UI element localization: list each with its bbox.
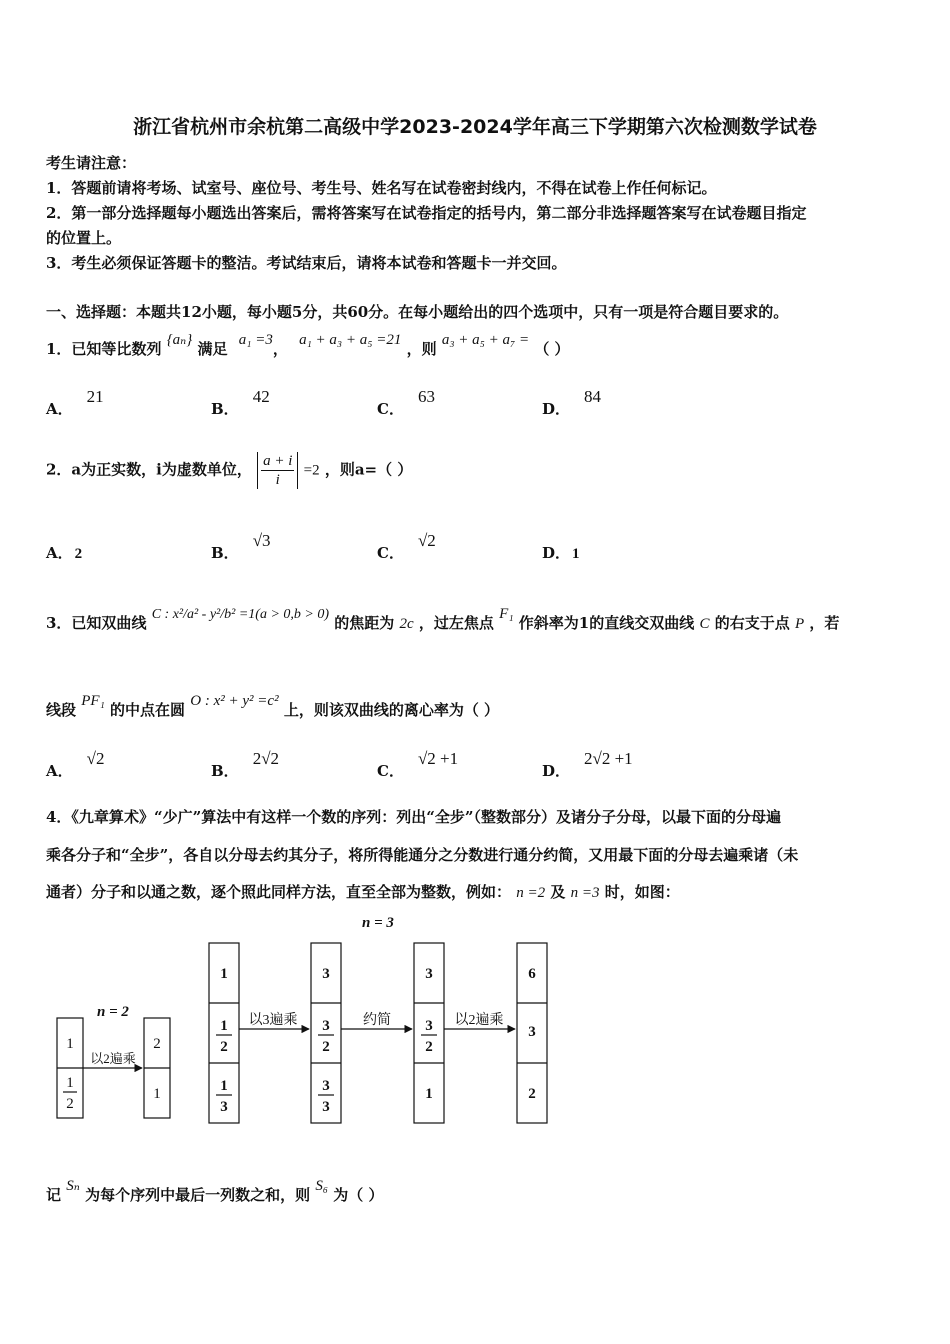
q2-option-a[interactable]: [46, 542, 82, 563]
q2-option-c[interactable]: [377, 531, 436, 563]
option-label: D．: [542, 544, 571, 562]
q3-option-a[interactable]: [46, 749, 105, 781]
q4-and: 及: [550, 883, 566, 901]
n2-arrow-label: 以2遍乘: [90, 1051, 136, 1066]
option-value: √3: [252, 531, 271, 550]
question-4-line-3: [46, 881, 680, 902]
notice-heading: 考生请注意：: [46, 154, 137, 172]
q1-option-a[interactable]: [46, 387, 104, 419]
option-label: C．: [377, 400, 404, 418]
q2-equals: =2: [303, 462, 320, 479]
q3-text-5: 的右支于点: [714, 614, 790, 632]
n3-arrow-3-label: 以2遍乘: [454, 1013, 504, 1028]
q2-denominator: i: [275, 472, 280, 488]
n3-arrow-2-label: 约简: [363, 1013, 391, 1028]
question-3: [46, 606, 840, 633]
q4-tail: 时，如图：: [604, 883, 680, 901]
question-4-line-2: 乘各分子和“全步”，各自以分母去约其分子，将所得能通分之分数进行通分约简，又用最下面的分母去遍乘诸（未: [46, 846, 799, 864]
option-value: 42: [252, 387, 270, 406]
option-label: D．: [542, 400, 571, 418]
svg-text:1: 1: [153, 1086, 161, 1102]
svg-text:1: 1: [220, 966, 228, 982]
q4-text: 通者）分子和以通之数，逐个照此同样方法，直至全部为整数，例如：: [46, 883, 512, 901]
svg-text:3: 3: [322, 1078, 330, 1094]
question-4-ask: [46, 1178, 384, 1205]
question-1: 1．已知等比数列 {aₙ} 满足 a₁ =3， a₁ + a₃ + a₅ =21 ，则 a₃ + a₅ + a₇ = （ ）: [46, 332, 570, 358]
option-value: √2 +1: [417, 749, 459, 768]
svg-text:2: 2: [153, 1036, 161, 1052]
q1-paren: （ ）: [534, 340, 570, 358]
q1-condition-1: a₁ =3: [238, 332, 273, 348]
q4-sn: Sₙ: [66, 1178, 80, 1194]
option-label: D．: [542, 762, 571, 780]
q3-curve: C : x²/a² - y²/b² =1(a > 0,b > 0): [151, 607, 330, 622]
notice-item-3: 3．考生必须保证答题卡的整洁。考试结束后，请将本试卷和答题卡一并交回。: [46, 254, 567, 272]
option-label: B．: [211, 400, 239, 418]
option-value: √2: [417, 531, 436, 550]
q2-numerator: a + i: [263, 453, 293, 469]
q3-option-b[interactable]: [211, 749, 280, 781]
q4-cond-2: n =3: [570, 885, 600, 901]
option-label: A．: [46, 544, 73, 562]
question-4-line-1: 4．《九章算术》“少广”算法中有这样一个数的序列：列出“全步”（整数部分）及诸分子分母，以最下面的分母遍: [46, 808, 781, 826]
q2-text-1: 2．a为正实数，i为虚数单位，: [46, 460, 252, 479]
q3-text-2: 的焦距为: [334, 614, 395, 632]
q3-text-9: 上，则该双曲线的离心率为（ ）: [283, 701, 500, 719]
option-value: 1: [572, 546, 580, 562]
option-label: B．: [211, 762, 239, 780]
q1-text-2: 满足: [197, 340, 228, 358]
q4-cond-1: n =2: [516, 885, 546, 901]
n3-label: n = 3: [362, 915, 394, 931]
svg-text:3: 3: [322, 966, 330, 982]
q1-option-c[interactable]: [377, 387, 435, 419]
notice-item-1: 1．答题前请将考场、试室号、座位号、考生号、姓名写在试卷密封线内，不得在试卷上作任何标记。: [46, 179, 717, 197]
svg-text:3: 3: [528, 1024, 536, 1040]
svg-text:2: 2: [528, 1086, 536, 1102]
svg-text:1: 1: [220, 1018, 228, 1034]
q4-s6: S₆: [315, 1178, 329, 1194]
svg-text:2: 2: [425, 1039, 433, 1055]
question-3-cont: [46, 693, 500, 720]
option-value: 2: [74, 546, 83, 562]
notice-item-2: 2．第一部分选择题每小题选出答案后，需将答案写在试卷指定的括号内，第二部分非选择题答案写在试卷题目指定: [46, 204, 807, 222]
q3-text-3: ，过左焦点: [418, 614, 494, 632]
n2-label: n = 2: [97, 1004, 129, 1020]
svg-text:2: 2: [322, 1039, 330, 1055]
q4-ask-1: 记: [46, 1186, 62, 1204]
q2-option-b[interactable]: [211, 531, 271, 563]
svg-text:1: 1: [66, 1075, 74, 1091]
q1-option-d[interactable]: [542, 387, 602, 419]
q2-text-2: ，则a=（ ）: [324, 460, 413, 479]
q1-condition-2: a₁ + a₃ + a₅ =21: [299, 332, 402, 348]
q3-focal: 2c: [399, 616, 414, 632]
option-value: 2√2: [252, 749, 280, 768]
q3-option-c[interactable]: [377, 749, 459, 781]
option-label: A．: [46, 762, 73, 780]
svg-text:6: 6: [528, 966, 536, 982]
q2-fraction: [261, 452, 294, 489]
q1-text-1: 1．已知等比数列: [46, 340, 162, 358]
svg-text:1: 1: [425, 1086, 433, 1102]
q3-text-6: ，若: [809, 614, 840, 632]
q4-ask-3: 为（ ）: [333, 1186, 384, 1204]
svg-text:3: 3: [425, 966, 433, 982]
q3-segment: PF₁: [81, 693, 105, 709]
q1-ask: a₃ + a₅ + a₇ =: [441, 332, 530, 348]
q3-text-1: 3．已知双曲线: [46, 614, 147, 632]
option-label: C．: [377, 544, 404, 562]
q3-text-8: 的中点在圆: [110, 701, 186, 719]
q3-text-4: 作斜率为1的直线交双曲线: [518, 614, 695, 632]
svg-text:3: 3: [220, 1099, 228, 1115]
q3-pname: P: [794, 616, 805, 632]
exam-title: 浙江省杭州市余杭第二高级中学2023-2024学年高三下学期第六次检测数学试卷: [133, 116, 817, 138]
q3-focus: F₁: [499, 606, 514, 622]
q2-abs: [257, 452, 298, 489]
q3-cname: C: [699, 616, 710, 632]
q4-ask-2: 为每个序列中最后一列数之和，则: [85, 1186, 311, 1204]
option-label: C．: [377, 762, 404, 780]
svg-text:2: 2: [66, 1096, 74, 1112]
option-value: 84: [584, 387, 602, 406]
option-label: B．: [211, 544, 239, 562]
svg-text:1: 1: [66, 1036, 74, 1052]
q1-sequence: {aₙ}: [166, 332, 193, 348]
svg-text:3: 3: [322, 1018, 330, 1034]
q3-text-7: 线段: [46, 701, 77, 719]
svg-text:2: 2: [220, 1039, 228, 1055]
q2-option-d[interactable]: [542, 542, 580, 563]
svg-text:3: 3: [322, 1099, 330, 1115]
svg-text:1: 1: [220, 1078, 228, 1094]
q3-circle: O : x² + y² =c²: [190, 693, 279, 709]
sequence-figure: [0, 905, 950, 1130]
option-value: 63: [417, 387, 435, 406]
option-value: 21: [86, 387, 104, 406]
option-label: A．: [46, 400, 73, 418]
section-heading: 一、选择题：本题共12小题，每小题5分，共60分。在每小题给出的四个选项中，只有一项是符合题目要求的。: [46, 303, 789, 321]
svg-text:3: 3: [425, 1018, 433, 1034]
option-value: 2√2 +1: [584, 749, 633, 768]
q3-option-d[interactable]: [542, 749, 633, 781]
q1-text-3: ，则: [406, 340, 437, 358]
question-2: [46, 452, 412, 489]
n3-arrow-1-label: 以3遍乘: [248, 1013, 298, 1028]
q1-option-b[interactable]: [211, 387, 270, 419]
notice-item-2-cont: 的位置上。: [46, 229, 122, 247]
option-value: √2: [86, 749, 105, 768]
